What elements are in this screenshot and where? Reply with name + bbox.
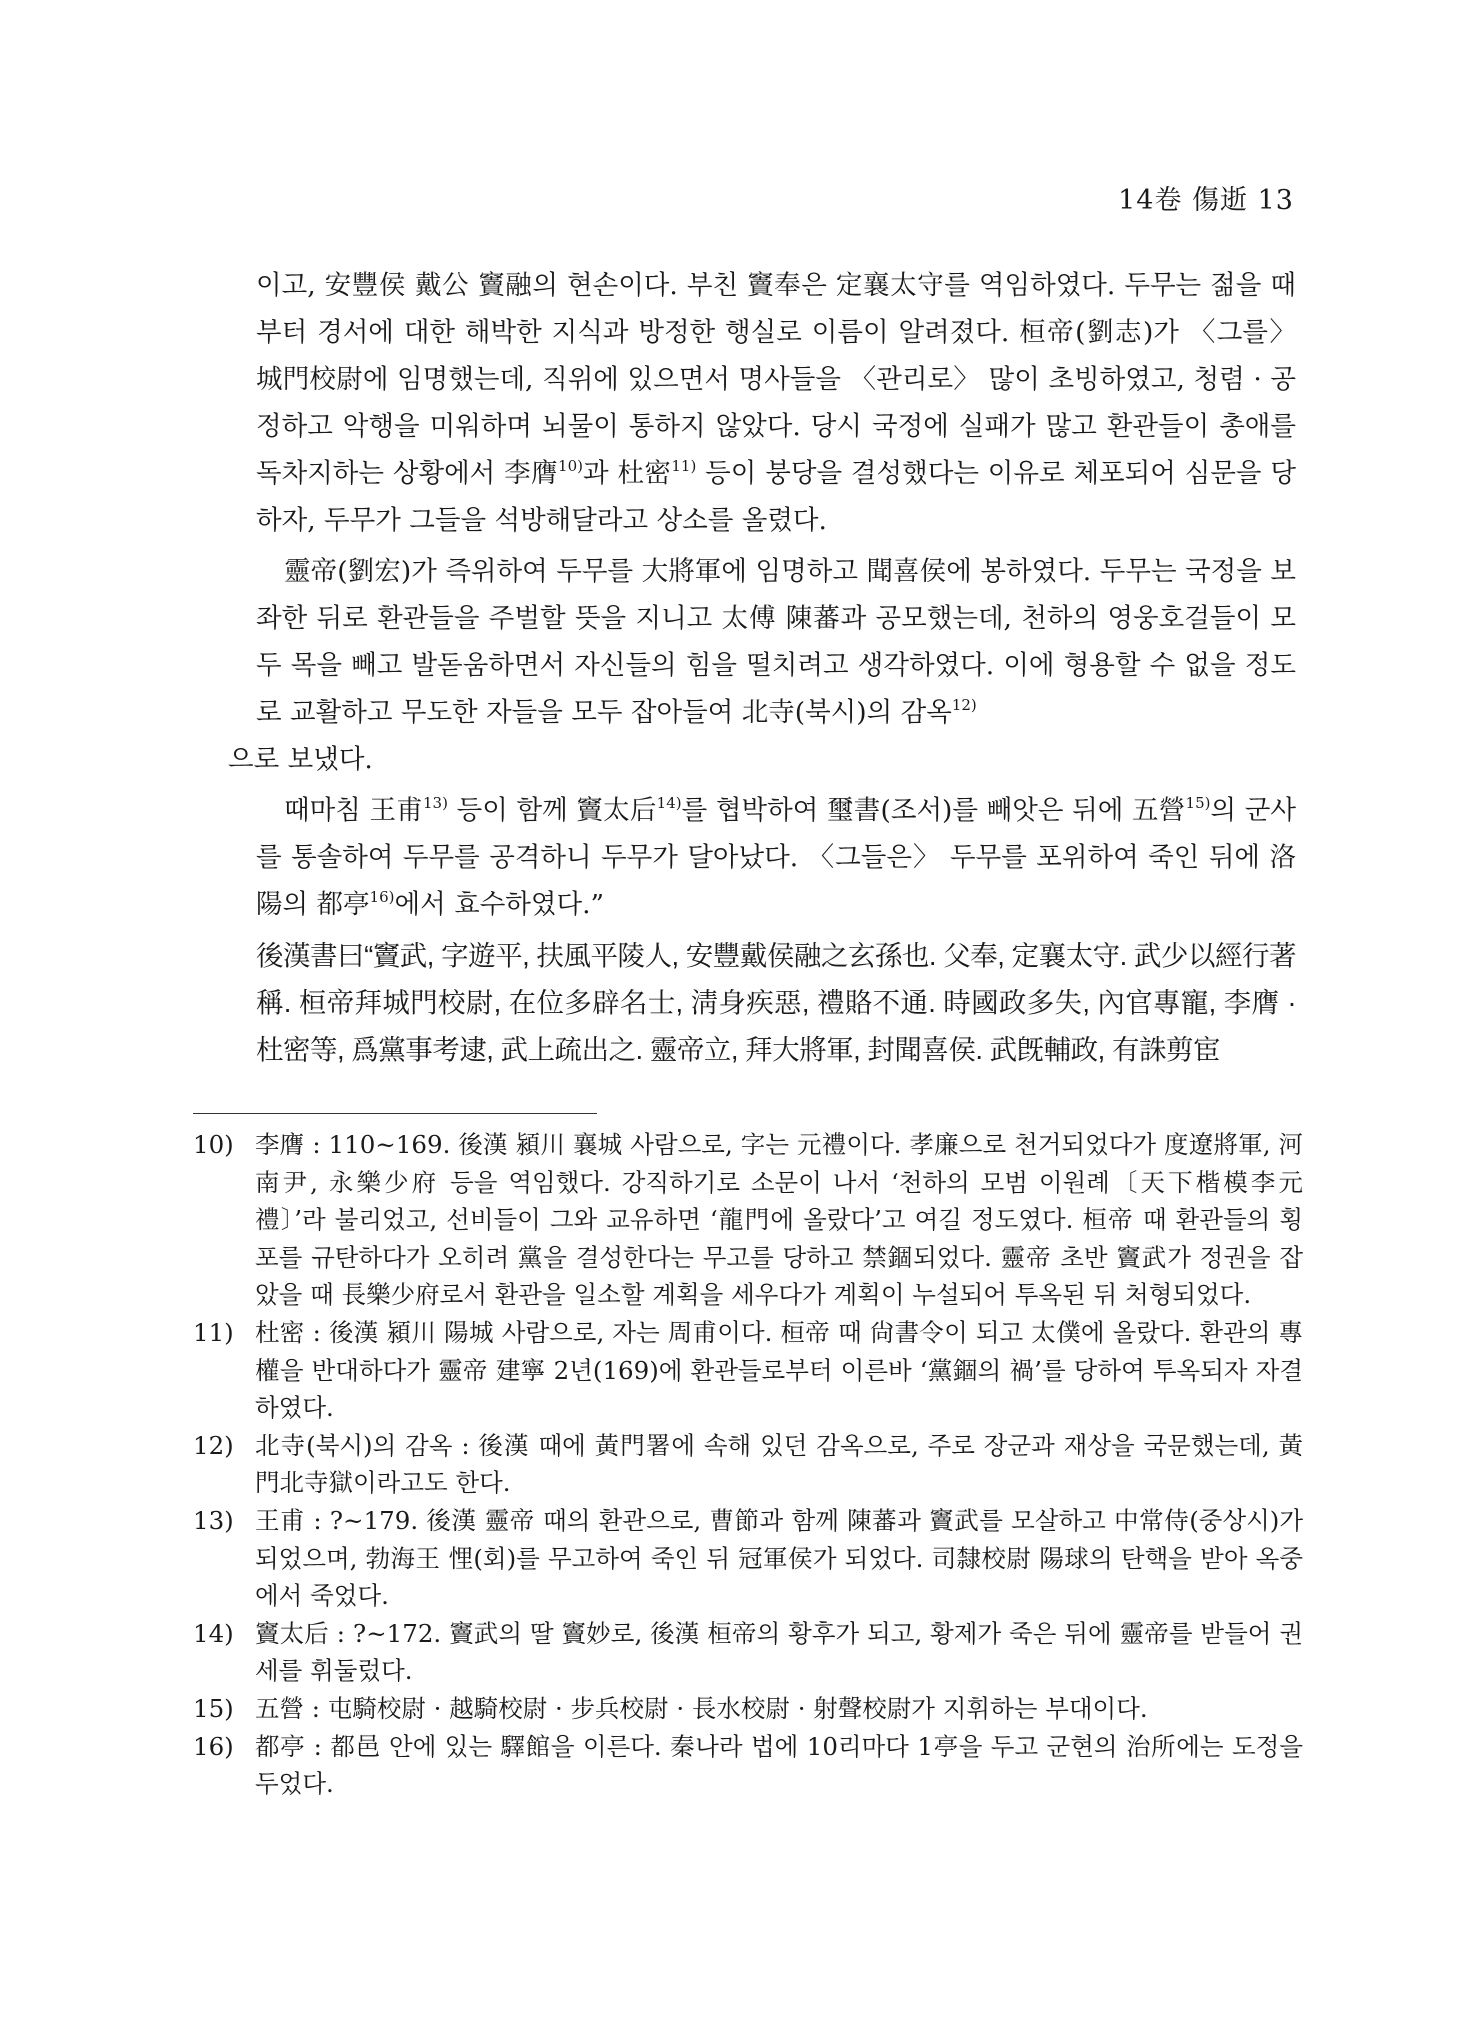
main-text: [228, 262, 1296, 1077]
footnote-14: [193, 1615, 1303, 1690]
footnote-text: 北寺(북시)의 감옥 : 後漢 때에 黃門署에 속해 있던 감옥으로, 주로 장군과 재상을 국문했는데, 黃門北寺獄이라고도 한다.: [255, 1430, 1303, 1498]
paragraph-3: 때마침 王甫$^{13)}$ 등이 함께 竇太后$^{14)}$를 협박하여 璽書(조서)를 빼앗은 뒤에 五營$^{15)}$의 군사를 통솔하여 두무를 공격하니 두무가 달아났다. 〈그들은〉 두무를 포위하여 죽인 뒤에 洛陽의 都亭$^{16)}$에서 효수하였다.”: [256, 794, 1296, 920]
footnote-number: 10): [193, 1130, 234, 1159]
paragraph-2: 靈帝(劉宏)가 즉위하여 두무를 大將軍에 임명하고 聞喜侯에 봉하였다. 두무는 국정을 보좌한 뒤로 환관들을 주벌할 뜻을 지니고 太傅 陳蕃과 공모했는데, 천하의 영웅호걸들이 모두 목을 빼고 발돋움하면서 자신들의 힘을 떨치려고 생각하였다. 이에 형용할 수 없을 정도로 교활하고 무도한 자들을 모두 잡아들여 北寺(북시)의 감옥$^{12)}$ 으로 보냈다.: [228, 556, 1296, 775]
footnote-ref-13[interactable]: 13): [423, 794, 448, 812]
footnote-number: 12): [193, 1430, 234, 1460]
footnote-12: [193, 1427, 1303, 1502]
footnote-ref-16[interactable]: 16): [369, 888, 395, 906]
footnote-number: 14): [193, 1618, 234, 1648]
footnotes: [193, 1126, 1303, 1803]
footnote-text: 都亭 : 都邑 안에 있는 驛館을 이른다. 秦나라 법에 10리마다 1亭을 두고 군현의 治所에는 도정을 두었다.: [255, 1731, 1303, 1799]
footnote-number: 13): [193, 1505, 234, 1535]
footnote-number: 16): [193, 1731, 234, 1761]
footnote-11: [193, 1314, 1303, 1427]
footnote-ref-12[interactable]: 12): [951, 696, 977, 714]
footnote-ref-11[interactable]: 11): [671, 457, 697, 475]
footnote-ref-14[interactable]: 14): [656, 794, 682, 812]
footnote-13: [193, 1502, 1303, 1615]
footnote-text: 杜密 : 後漢 潁川 陽城 사람으로, 자는 周甫이다. 桓帝 때 尙書令이 되고 太僕에 올랐다. 환관의 專權을 반대하다가 靈帝 建寧 2년(169)에 환관들로부터 이른바 ‘黨錮의 禍’를 당하여 투옥되자 자결하였다.: [255, 1317, 1303, 1423]
running-head: 14卷 傷逝 13: [1118, 185, 1294, 216]
footnote-number: 15): [193, 1693, 234, 1723]
footnote-text: 王甫 : ?~179. 後漢 靈帝 때의 환관으로, 曹節과 함께 陳蕃과 竇武를 모살하고 中常侍(중상시)가 되었으며, 勃海王 悝(회)를 무고하여 죽인 뒤 冠軍侯가 되었다. 司隸校尉 陽球의 탄핵을 받아 옥중에서 죽었다.: [255, 1505, 1303, 1611]
footnote-15: [193, 1690, 1303, 1728]
footnote-text: 五營 : 屯騎校尉 · 越騎校尉 · 步兵校尉 · 長水校尉 · 射聲校尉가 지휘하는 부대이다.: [255, 1693, 1148, 1723]
footnote-text: 竇太后 : ?~172. 竇武의 딸 竇妙로, 後漢 桓帝의 황후가 되고, 황제가 죽은 뒤에 靈帝를 받들어 권세를 휘둘렀다.: [255, 1618, 1303, 1686]
footnote-ref-15[interactable]: 15): [1185, 794, 1211, 812]
footnote-divider: [193, 1113, 597, 1114]
paragraph-1: 이고, 安豐侯 戴公 竇融의 현손이다. 부친 竇奉은 定襄太守를 역임하였다. 두무는 젊을 때부터 경서에 대한 해박한 지식과 방정한 행실로 이름이 알려졌다. 桓帝(劉志)가 〈그를〉 城門校尉에 임명했는데, 직위에 있으면서 명사들을 〈관리로〉 많이 초빙하였고, 청렴 · 공정하고 악행을 미워하며 뇌물이 통하지 않았다. 당시 국정에 실패가 많고 환관들이 총애를 독차지하는 상황에서 李膺$^{10)}$과 杜密$^{11)}$ 등이 붕당을 결성했다는 이유로 체포되어 심문을 당하자, 두무가 그들을 석방해달라고 상소를 올렸다.: [256, 270, 1296, 536]
footnote-16: [193, 1728, 1303, 1803]
footnote-ref-10[interactable]: 10): [558, 457, 583, 475]
footnote-10: [193, 1126, 1303, 1314]
footnote-text: 李膺 : 110~169. 後漢 潁川 襄城 사람으로, 字는 元禮이다. 孝廉으로 천거되었다가 度遼將軍, 河南尹, 永樂少府 등을 역임했다. 강직하기로 소문이 나서 ‘천하의 모범 이원례〔天下楷模李元禮〕’라 불리었고, 선비들이 그와 교유하면 ‘龍門에 올랐다’고 여길 정도였다. 桓帝 때 환관들의 횡포를 규탄하다가 오히려 黨을 결성한다는 무고를 당하고 禁錮되었다. 靈帝 초반 竇武가 정권을 잡았을 때 長樂少府로서 환관을 일소할 계획을 세우다가 계획이 누설되어 투옥된 뒤 처형되었다.: [255, 1130, 1303, 1310]
paragraph-hanmun: 後漢書曰“竇武, 字遊平, 扶風平陵人, 安豐戴侯融之玄孫也. 父奉, 定襄太守. 武少以經行著稱. 桓帝拜城門校尉, 在位多辟名士, 淸身疾惡, 禮賂不通. 時國政多失, 內官專寵, 李膺 · 杜密等, 爲黨事考逮, 武上疏出之. 靈帝立, 拜大將軍, 封聞喜侯. 武旣輔政, 有誅剪宦: [256, 940, 1296, 1065]
footnote-number: 11): [193, 1317, 234, 1347]
